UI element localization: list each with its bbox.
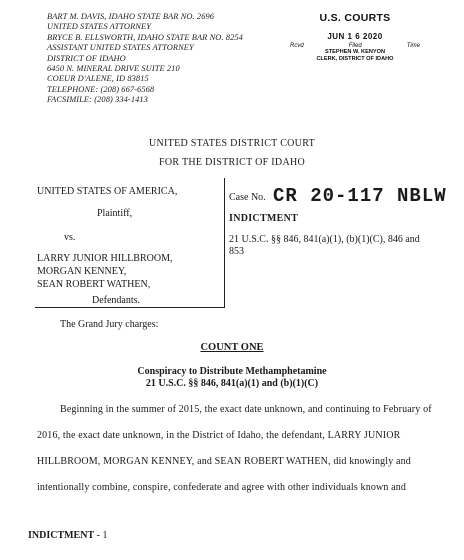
stamp-clerk-title: CLERK, DISTRICT OF IDAHO (316, 55, 394, 62)
defendant-name: SEAN ROBERT WATHEN, (37, 279, 151, 290)
attorney-line: BRYCE B. ELLSWORTH, IDAHO STATE BAR NO. 8254 (47, 32, 243, 42)
stamp-filed: Filed (348, 43, 362, 49)
attorney-line: FACSIMILE: (208) 334-1413 (47, 95, 148, 105)
filing-stamp (284, 12, 426, 62)
versus-text: vs. (64, 232, 76, 243)
caption-divider-horizontal (35, 307, 225, 308)
attorney-line: BART M. DAVIS, IDAHO STATE BAR NO. 2696 (47, 12, 215, 21)
attorney-line: 6450 N. MINERAL DRIVE SUITE 210 (47, 64, 180, 74)
document-type: INDICTMENT (229, 213, 299, 224)
attorney-line: UNITED STATES ATTORNEY (47, 22, 151, 32)
defendant-name: LARRY JUNIOR HILLBROOM, (37, 253, 173, 264)
count-citation: 21 U.S.C. §§ 846, 841(a)(1) and (b)(1)(C) (145, 377, 319, 389)
count-heading: COUNT ONE (200, 342, 264, 353)
attorney-line: COEUR D'ALENE, ID 83815 (47, 74, 149, 84)
body-paragraph-line: HILLBROOM, MORGAN KENNEY, and SEAN ROBERT WATHEN, did knowingly and (37, 456, 411, 467)
grand-jury-charges: The Grand Jury charges: (60, 319, 159, 330)
attorney-block (47, 12, 243, 106)
defendants-label: Defendants. (92, 295, 141, 306)
stamp-court: U.S. COURTS (319, 12, 391, 24)
statute-citation: 21 U.S.C. §§ 846, 841(a)(1), (b)(1)(C), 846 and 853 (229, 234, 420, 257)
stamp-date: JUN 1 6 2020 (327, 32, 383, 41)
stamp-time: Time (406, 43, 420, 49)
footer-page-number: - 1 (96, 530, 108, 541)
court-title: UNITED STATES DISTRICT COURT (149, 138, 315, 149)
plaintiff-name: UNITED STATES OF AMERICA, (37, 186, 178, 197)
body-paragraph-line: Beginning in the summer of 2015, the exact date unknown, and continuing to February of (60, 404, 432, 415)
attorney-line: TELEPHONE: (208) 667-6568 (47, 84, 155, 94)
case-number-label: Case No. (229, 192, 266, 203)
attorney-line: DISTRICT OF IDAHO (47, 53, 126, 63)
caption-divider-vertical (224, 178, 225, 308)
body-paragraph-line: 2016, the exact date unknown, in the District of Idaho, the defendant, LARRY JUNIOR (37, 430, 401, 441)
case-number: CR 20-117 NBLW (273, 185, 447, 207)
page-footer (28, 530, 107, 541)
stamp-rcvd: Rcvd (290, 43, 304, 49)
stamp-clerk-name: STEPHEN W. KENYON (325, 49, 385, 55)
count-title-block (0, 366, 464, 389)
plaintiff-label: Plaintiff, (97, 208, 133, 219)
attorney-line: ASSISTANT UNITED STATES ATTORNEY (47, 43, 194, 53)
defendant-name: MORGAN KENNEY, (37, 266, 127, 277)
body-paragraph-line: intentionally combine, conspire, confederate and agree with other individuals known and (37, 482, 407, 493)
footer-label: INDICTMENT (28, 530, 95, 541)
court-district: FOR THE DISTRICT OF IDAHO (158, 157, 306, 168)
count-title: Conspiracy to Distribute Methamphetamine (137, 366, 327, 377)
